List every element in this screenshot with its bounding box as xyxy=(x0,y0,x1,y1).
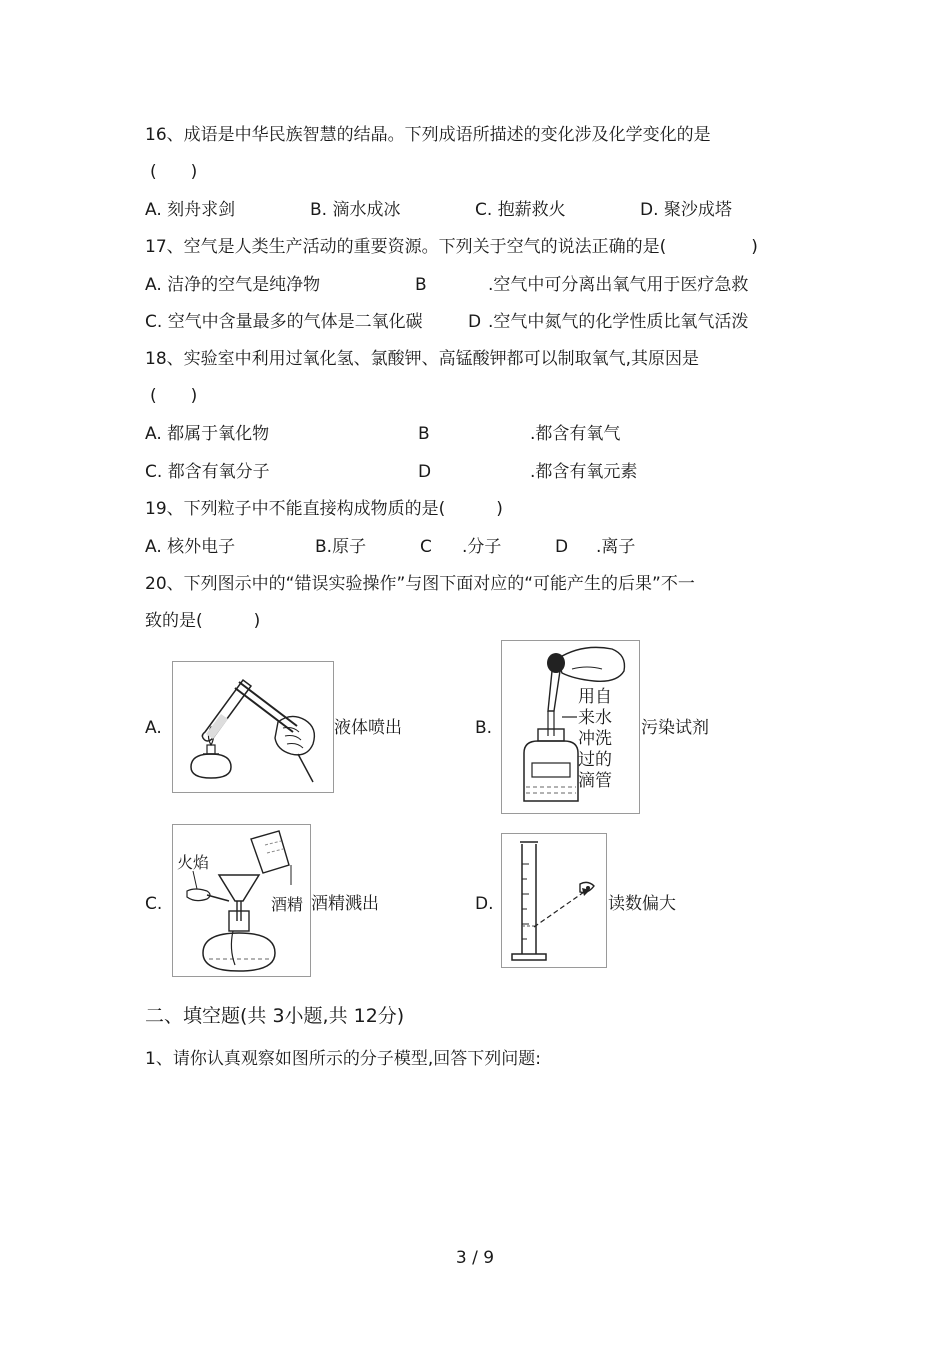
q17-option-c: C. 空气中含量最多的气体是二氧化碳 xyxy=(145,312,423,332)
q18-option-a: A. 都属于氧化物 xyxy=(145,424,270,444)
figure-c-fire-label: 火焰 xyxy=(177,853,210,872)
q17-option-d-letter: D xyxy=(468,312,482,332)
figure-b-label-line3: 冲洗 xyxy=(578,729,612,749)
q17-option-b-letter: B xyxy=(415,275,427,295)
figure-c-letter: C. xyxy=(145,894,163,914)
figure-b-label-line5: 滴管 xyxy=(578,771,612,791)
q18-option-c: C. 都含有氧分子 xyxy=(145,462,270,482)
q16-option-c: C. 抱薪救火 xyxy=(475,200,566,220)
q17-option-b-text: .空气中可分离出氧气用于医疗急救 xyxy=(488,275,749,295)
section-2-title: 二、填空题(共 3小题,共 12分) xyxy=(145,1005,405,1027)
q20-stem-line1: 20、下列图示中的“错误实验操作”与图下面对应的“可能产生的后果”不一 xyxy=(145,574,695,594)
q17-option-a: A. 洁净的空气是纯净物 xyxy=(145,275,321,295)
q18-option-d-letter: D xyxy=(418,462,432,482)
figure-a-letter: A. xyxy=(145,718,162,738)
figure-b-dropper-bottle xyxy=(501,640,640,814)
q17-option-d-text: .空气中氮气的化学性质比氧气活泼 xyxy=(488,312,749,332)
figure-c-caption: 酒精溅出 xyxy=(311,894,379,914)
figure-b-label-line2: 来水 xyxy=(578,708,612,728)
figure-d-caption: 读数偏大 xyxy=(608,894,676,914)
figure-b-caption: 污染试剂 xyxy=(641,718,709,738)
fill-q1-stem: 1、请你认真观察如图所示的分子模型,回答下列问题: xyxy=(145,1049,541,1069)
figure-a-caption: 液体喷出 xyxy=(334,718,402,738)
q19-option-c-letter: C xyxy=(420,537,432,557)
figure-c-alcohol-lamp-funnel xyxy=(172,824,311,977)
q20-stem-line2: 致的是( ) xyxy=(145,611,261,631)
q18-option-b-text: .都含有氧气 xyxy=(530,424,621,444)
q19-option-c-text: .分子 xyxy=(462,537,502,557)
q19-option-a: A. 核外电子 xyxy=(145,537,236,557)
q18-option-b-letter: B xyxy=(418,424,430,444)
q16-stem: 16、成语是中华民族智慧的结晶。下列成语所描述的变化涉及化学变化的是 xyxy=(145,125,711,145)
q19-option-d-text: .离子 xyxy=(596,537,636,557)
q18-blank: ( ) xyxy=(150,386,198,406)
figure-b-label-line1: 用自 xyxy=(578,687,612,707)
figure-b-letter: B. xyxy=(475,718,493,738)
q19-option-d-letter: D xyxy=(555,537,569,557)
figure-a-heating-test-tube xyxy=(172,661,334,793)
q16-blank: ( ) xyxy=(150,162,198,182)
q16-option-b: B. 滴水成冰 xyxy=(310,200,401,220)
q19-option-b: B.原子 xyxy=(315,537,367,557)
page-number: 3 / 9 xyxy=(455,1248,495,1268)
figure-b-label-line4: 过的 xyxy=(578,750,612,770)
figure-c-alcohol-label: 酒精 xyxy=(271,895,304,914)
q17-stem: 17、空气是人类生产活动的重要资源。下列关于空气的说法正确的是( ) xyxy=(145,237,758,257)
q16-option-d: D. 聚沙成塔 xyxy=(640,200,732,220)
q18-stem: 18、实验室中利用过氧化氢、氯酸钾、高锰酸钾都可以制取氧气,其原因是 xyxy=(145,349,700,369)
q19-stem: 19、下列粒子中不能直接构成物质的是( ) xyxy=(145,499,503,519)
figure-d-graduated-cylinder xyxy=(501,833,607,968)
q18-option-d-text: .都含有氧元素 xyxy=(530,462,638,482)
q16-option-a: A. 刻舟求剑 xyxy=(145,200,236,220)
figure-d-letter: D. xyxy=(475,894,494,914)
